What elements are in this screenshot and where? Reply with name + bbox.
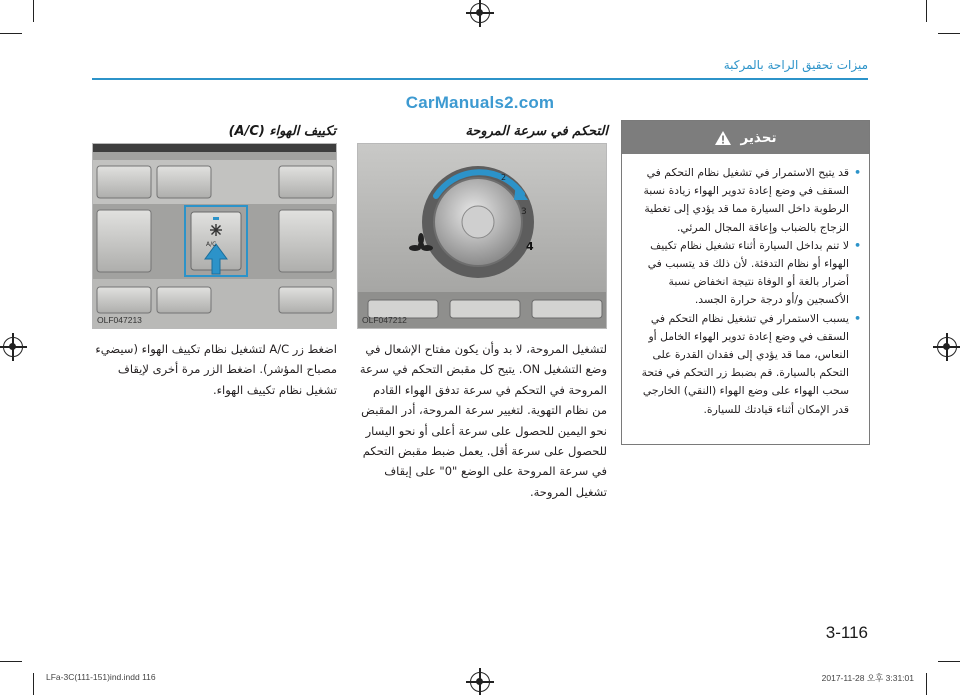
registration-mark-icon [937,337,957,357]
fan-speed-heading: التحكم في سرعة المروحة [465,124,608,139]
warning-list [622,154,869,419]
fan-speed-photo [357,143,607,329]
warning-title: تحذير [740,129,777,146]
fan-dial-illustration [358,144,607,329]
snowflake-icon [210,224,222,236]
crop-mark [33,673,34,695]
photo-code: OLF047213 [97,315,142,325]
warning-bullet: • يسبب الاستمرار في تشغيل نظام التحكم في السقف في وضع إعادة تدوير الهواء الخامل أو النعاس، مما قد يؤدي إلى فقدان القدرة على التحكم بالسيارة. قم بضبط زر التحكم في فتحة سحب الهواء على وضع الهواء (النقي) الخارجي قدر الإمكان أثناء قيادتك للسيارة. [636,310,859,419]
warning-triangle-icon [714,130,732,146]
crop-mark [926,0,927,22]
ac-button-label: A/C [206,241,217,248]
dial-number: 2 [501,173,507,182]
crop-mark [33,0,34,22]
footer-file: LFa-3C(111-151)ind.indd 116 [46,672,156,682]
ac-body: اضغط زر A/C لتشغيل نظام تكييف الهواء (سيضيء مصباح المؤشر). اضغط الزر مرة أخرى لإيقاف تشغيل نظام تكييف الهواء. [95,342,337,397]
dial-number: 4 [526,240,534,253]
photo-code: OLF047212 [362,315,407,325]
header-rule [92,78,868,80]
crop-mark [938,661,960,662]
warning-header [622,121,869,154]
registration-mark-icon [470,672,490,692]
crop-mark [0,33,22,34]
warning-box [621,120,870,445]
ac-heading: تكييف الهواء (A/C) [228,124,336,139]
ac-panel-illustration [93,144,337,329]
watermark: CarManuals2.com [405,93,555,112]
crop-mark [926,673,927,695]
page-number: 3-116 [825,623,868,642]
section-title: ميزات تحقيق الراحة بالمركبة [723,58,868,72]
crop-mark [938,33,960,34]
registration-mark-icon [3,337,23,357]
warning-bullet: • قد يتيح الاستمرار في تشغيل نظام التحكم في السقف في وضع إعادة تدوير الهواء زيادة نسبة الرطوبة داخل السيارة مما قد يؤدي إلى تغطية الزجاج بالضباب وإعاقة المجال المرئي. [636,164,859,237]
footer-timestamp: 2017-11-28 오후 3:31:01 [821,673,914,683]
ac-button-photo [92,143,337,329]
registration-mark-icon [470,3,490,23]
crop-mark [0,661,22,662]
warning-bullet: • لا تنم بداخل السيارة أثناء تشغيل نظام تكييف الهواء أو نظام التدفئة. لأن ذلك قد يتسبب في أضرار بالغة أو الوفاة نتيجة انخفاض نسبة الأكسجين و/أو درجة حرارة الجسد. [636,237,859,310]
fan-speed-body: لتشغيل المروحة، لا بد وأن يكون مفتاح الإشعال في وضع التشغيل ON. يتيح كل مقبض التحكم في سرعة المروحة في التحكم في سرعة تدفق الهواء القادم من نظام التهوية. لتغيير سرعة المروحة، أدر المقبض نحو اليمين للحصول على سرعة أعلى أو نحو اليسار للحصول على سرعة أقل. يعمل ضبط مقبض التحكم في سرعة المروحة على الوضع "0" على إيقاف تشغيل المروحة. [359,342,607,499]
dial-number: 3 [521,207,527,217]
